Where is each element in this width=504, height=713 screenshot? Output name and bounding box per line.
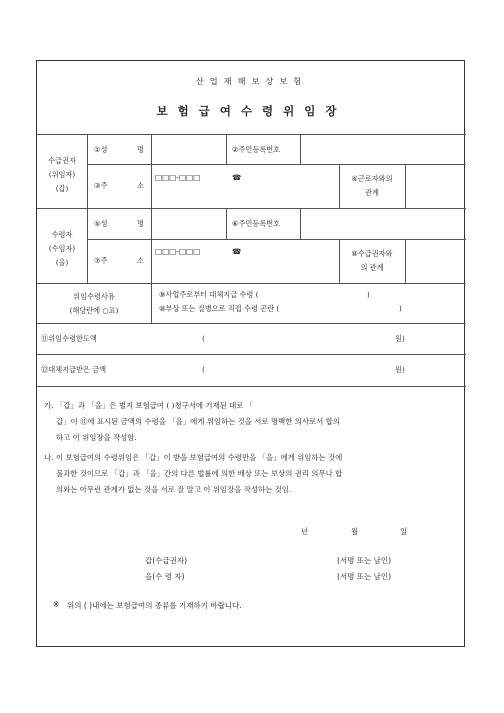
statement-b: 이 보험급여의 수령위임은 「갑」이 받을 보험급여의 수령만을 「을」에게 위임하는 것에 불과한 것이므로 「갑」과 「을」간의 다른 법률에 의한 배상 또는 보상의 권리 의무나 합 의와는 아무런 관계가 없는 것을 서로 잘 알고 이 위임장을 작성하는 것임. <box>56 453 343 494</box>
signature-line-grantor: (서명 또는 날인) <box>337 556 392 565</box>
col-divider <box>300 208 301 239</box>
grantor-rrn-label: ②주민등록번호 <box>232 145 281 154</box>
grantor-address-label-2: 소 <box>137 181 144 190</box>
table-bottom-line <box>37 386 466 387</box>
substitute-amount-unit: 원) <box>395 365 405 374</box>
substitute-amount-open: ( <box>202 365 205 374</box>
signature-line-grantee: (서명 또는 날인) <box>337 572 392 581</box>
col-divider <box>226 208 227 239</box>
section-divider <box>37 323 466 324</box>
signature-party-grantee: 을(수 령 자) <box>145 572 185 581</box>
grantee-relation-label: ⑧수급권자와 의 관계 <box>351 249 393 272</box>
signature-party-grantor: 갑(수급권자) <box>145 556 188 565</box>
table-top-line <box>37 134 466 135</box>
grantee-rrn-label: ⑥주민등록번호 <box>232 219 281 228</box>
grantor-label: 수급권자 (위임자) (갑) <box>48 156 76 193</box>
section-divider <box>37 208 466 209</box>
limit-amount-unit: 원) <box>395 334 405 343</box>
limit-amount-label: ⑪위임수령한도액 <box>41 334 97 343</box>
grantor-name-label-2: 명 <box>137 145 144 154</box>
form-title: 보험급여수령위임장 <box>156 104 347 118</box>
section-divider <box>37 283 466 284</box>
date-month: 월 <box>351 527 359 536</box>
reason-option-employer: ⑨사업주로부터 대체지급 수령 ( <box>159 290 259 299</box>
grantor-relation-label: ④근로자와의 관계 <box>351 174 393 197</box>
col-divider <box>87 134 88 283</box>
section-divider <box>37 354 466 355</box>
form-subtitle: 산업재해보상보험 <box>195 76 308 86</box>
substitute-amount-label: ⑫대체지급받은 금액 <box>41 365 107 374</box>
reason-label: 위임수령사유 (해당란에 ○표) <box>69 292 119 315</box>
grantee-label: 수령자 (수임자) (을) <box>48 230 76 267</box>
form-page <box>36 60 465 647</box>
note-mark: ※ <box>53 600 60 609</box>
col-divider <box>151 283 152 323</box>
date-day: 일 <box>400 527 408 536</box>
grantee-address-label-2: 소 <box>137 256 144 265</box>
phone-icon: ☎ <box>232 173 242 182</box>
reason-option-injury-close: ) <box>399 304 402 313</box>
col-divider <box>405 164 406 208</box>
grantee-postal-code: □□□-□□□ <box>155 247 201 256</box>
grantor-name-label: ①성 <box>94 145 108 154</box>
grantor-postal-code: □□□-□□□ <box>155 173 201 182</box>
grantor-address-label: ③주 <box>94 181 108 190</box>
row-divider <box>87 164 466 165</box>
date-year: 년 <box>301 527 309 536</box>
phone-icon: ☎ <box>232 247 242 256</box>
reason-option-employer-close: ) <box>367 290 370 299</box>
statement-b-prefix: 나. <box>44 453 54 462</box>
col-divider <box>300 134 301 164</box>
note-text: 위의 ( )내에는 보험급여의 종류를 기재하기 바랍니다. <box>67 601 242 610</box>
grantee-name-label: ⑤성 <box>94 219 108 228</box>
col-divider <box>151 134 152 283</box>
grantee-address-label: ⑦주 <box>94 256 108 265</box>
col-divider <box>405 239 406 283</box>
grantee-name-label-2: 명 <box>137 219 144 228</box>
statement-a: 「갑」과 「을」은 별지 보험급여 ( )청구서에 기재된 대로 「 갑」이 ⑪에 표시된 금액의 수령을 「을」에게 위임하는 것을 서로 명백한 의사로서 합의 하고 이 위임장을 작성함. <box>56 401 340 442</box>
row-divider <box>87 239 466 240</box>
reason-option-injury: ⑩부상 또는 질병으로 직접 수령 곤란 ( <box>159 304 280 313</box>
statement-a-prefix: 가. <box>44 401 54 410</box>
col-divider <box>226 134 227 164</box>
limit-amount-open: ( <box>202 334 205 343</box>
